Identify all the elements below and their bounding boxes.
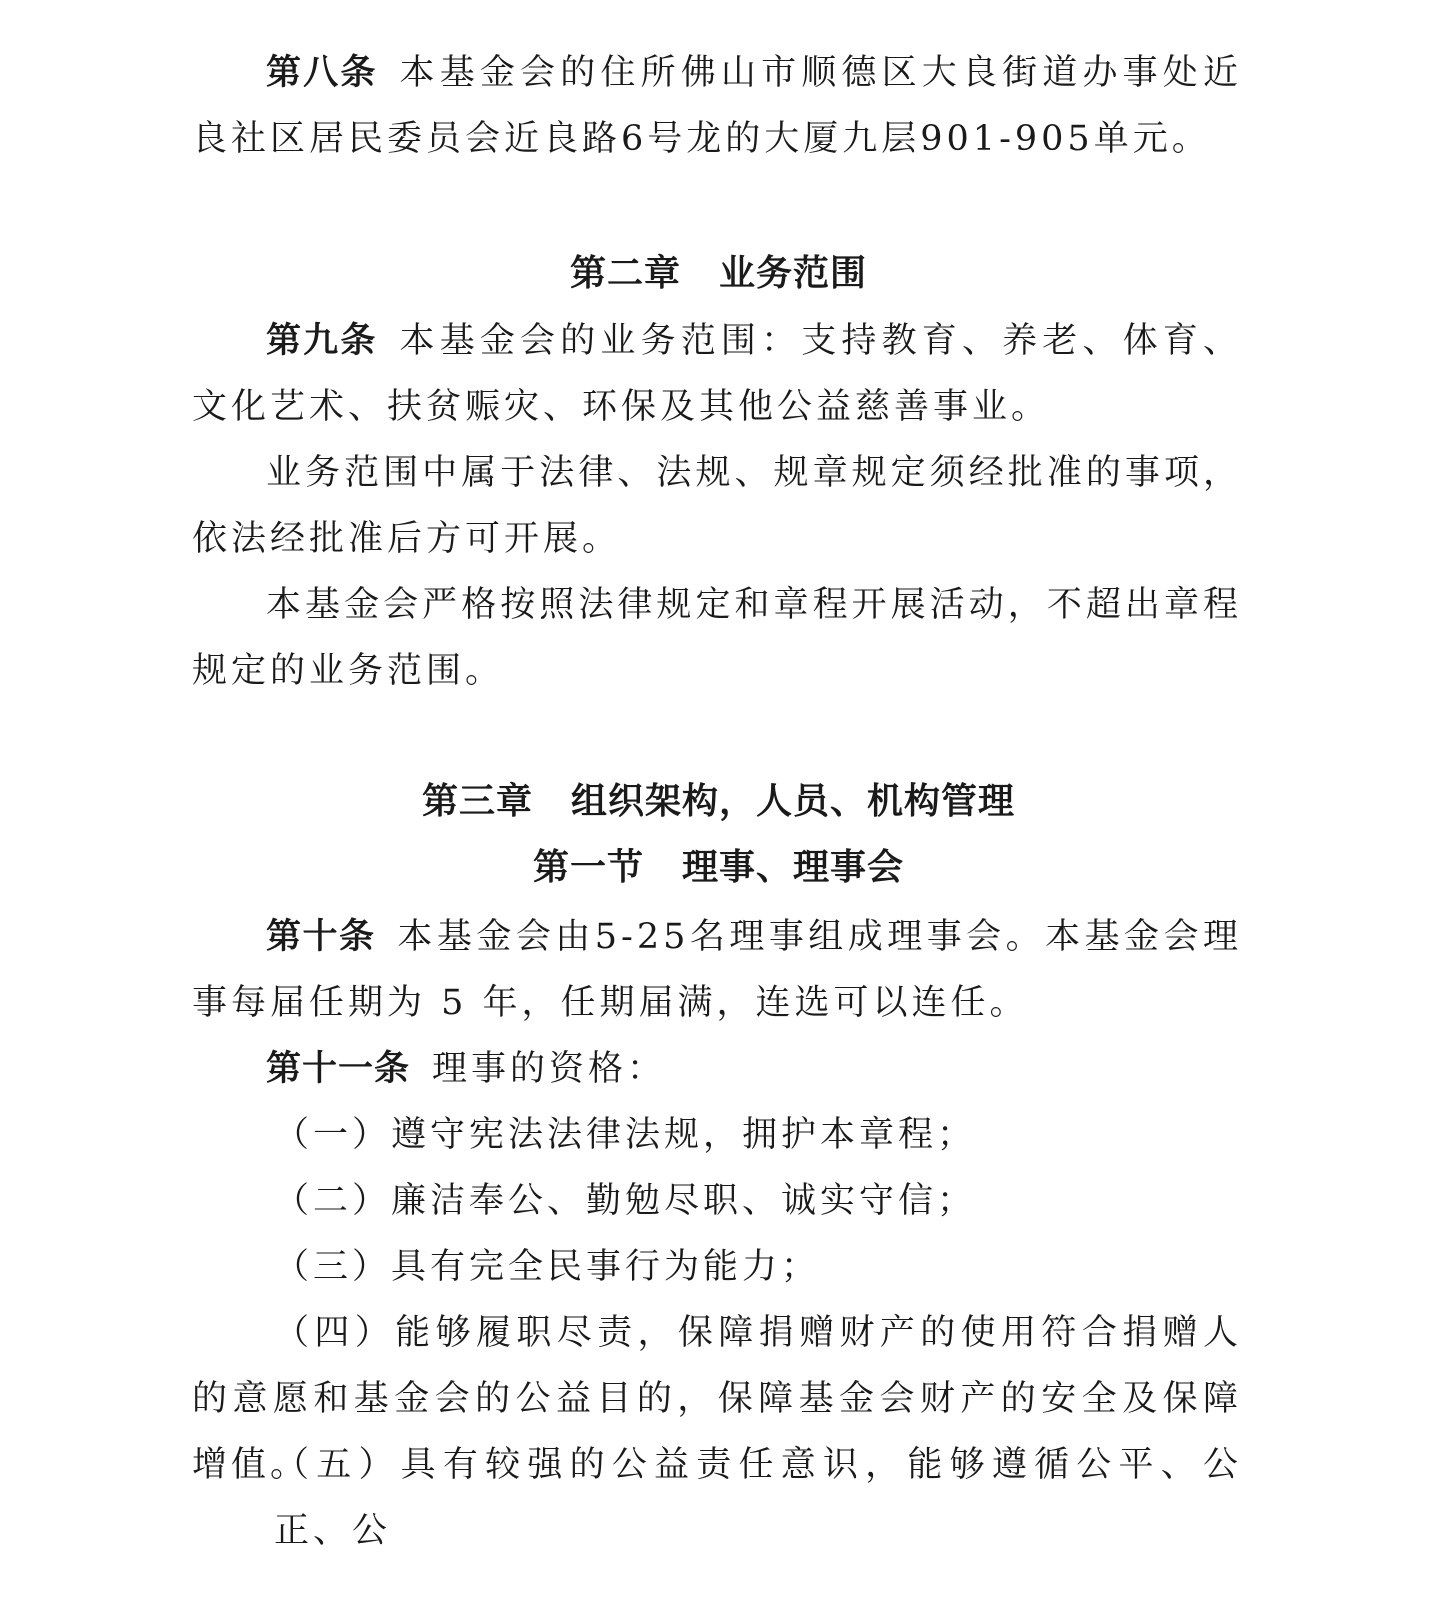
article-8-paragraph xyxy=(192,40,1242,172)
chapter-3-heading xyxy=(0,772,1437,832)
section-1-heading xyxy=(0,838,1437,898)
article-9-text: 本基金会的业务范围：支持教育、养老、体育、文化艺术、扶贫赈灾、环保及其他公益慈善事业。 xyxy=(192,321,1242,427)
article-8-label: 第八条 xyxy=(266,53,378,93)
qualification-item-1: （一）遵守宪法法律法规，拥护本章程； xyxy=(274,1115,977,1155)
article-9-paragraph-3: 本基金会严格按照法律规定和章程开展活动，不超出章程规定的业务范围。 xyxy=(192,585,1242,691)
chapter-2-title: 业务范围 xyxy=(719,253,868,294)
article-11-paragraph xyxy=(192,1036,1242,1102)
qualification-item-3: （三）具有完全民事行为能力； xyxy=(274,1247,821,1287)
section-1-number: 第一节 xyxy=(532,847,644,888)
qualification-item-4: （四）能够履职尽责，保障捐赠财产的使用符合捐赠人的意愿和基金会的公益目的，保障基金会财产的安全及保障增值。 xyxy=(192,1313,1242,1485)
article-9-paragraph-2: 业务范围中属于法律、法规、规章规定须经批准的事项，依法经批准后方可开展。 xyxy=(192,453,1242,559)
chapter-2-heading xyxy=(0,244,1437,304)
chapter-3-number: 第三章 xyxy=(421,781,533,822)
article-9-paragraph xyxy=(192,308,1242,440)
article-10-paragraph xyxy=(192,904,1242,1036)
article-10-label: 第十条 xyxy=(266,917,376,957)
qualification-item-2: （二）廉洁奉公、勤勉尽职、诚实守信； xyxy=(274,1181,977,1221)
article-11-label: 第十一条 xyxy=(266,1049,411,1089)
article-8-text: 本基金会的住所佛山市顺德区大良街道办事处近良社区居民委员会近良路6号龙的大厦九层901-905单元。 xyxy=(192,53,1242,159)
qualification-item-5: （五）具有较强的公益责任意识，能够遵循公平、公正、公 xyxy=(274,1445,1242,1551)
article-10-text: 本基金会由5-25名理事组成理事会。本基金会理事每届任期为 5 年，任期届满，连选可以连任。 xyxy=(192,917,1242,1023)
chapter-2-number: 第二章 xyxy=(569,253,681,294)
section-1-title: 理事、理事会 xyxy=(682,847,905,888)
article-11-text: 理事的资格： xyxy=(432,1049,667,1089)
article-9-label: 第九条 xyxy=(266,321,378,361)
chapter-3-title: 组织架构，人员、机构管理 xyxy=(571,781,1016,822)
